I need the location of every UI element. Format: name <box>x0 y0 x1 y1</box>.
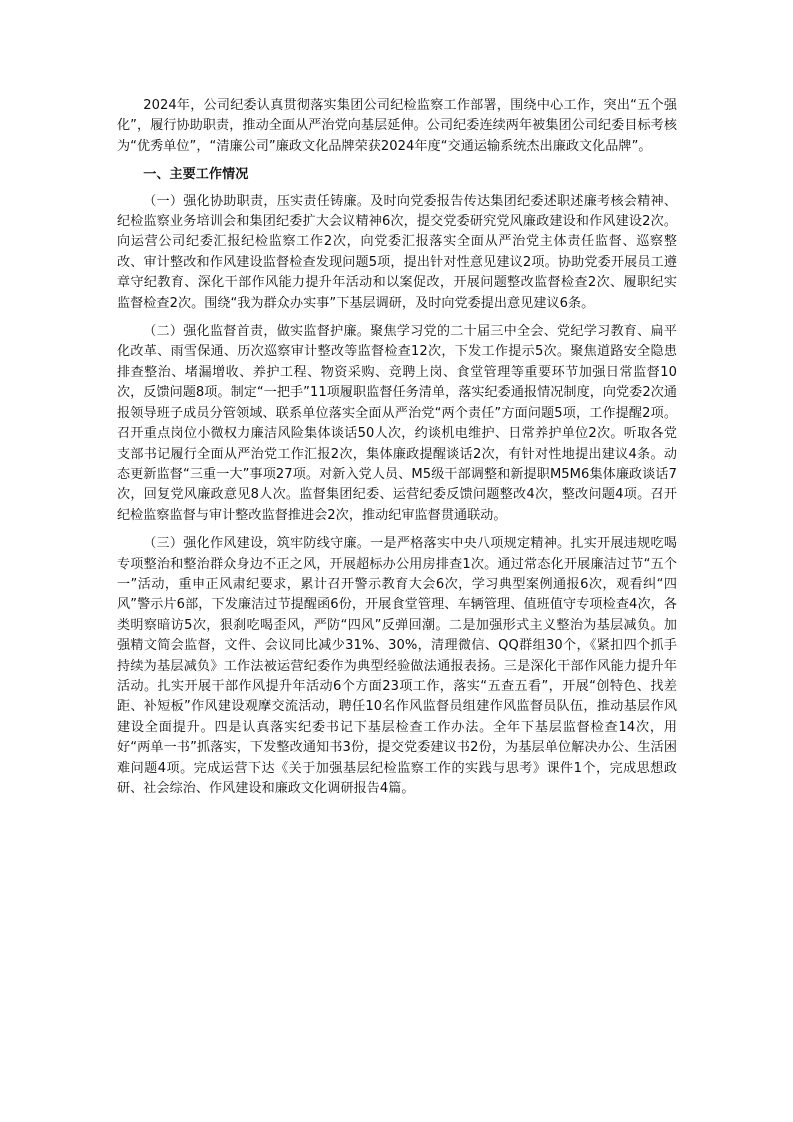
intro-paragraph: 2024年，公司纪委认真贯彻落实集团公司纪检监察工作部署，围绕中心工作，突出“五个强化”，履行协助职责，推动全面从严治党向基层延伸。公司纪委连续两年被集团公司纪委目标考核为“优秀单位”，“清廉公司”廉政文化品牌荣获2024年度“交通运输系统杰出廉政文化品牌”。 <box>117 98 677 154</box>
body-paragraph-2: （二）强化监督首责，做实监督护廉。聚焦学习党的二十届三中全会、党纪学习教育、扁平化改革、雨雪保通、历次巡察审计整改等监督检查12次，下发工作提示5次。聚焦道路安全隐患排查整治、堵漏增收、养护工程、物资采购、竞聘上岗、食堂管理等重要环节加强日常监督10次，反馈问题8项。制定“一把手”11项履职监督任务清单，落实纪委通报情况制度，向党委2次通报领导班子成员分管领域、联系单位落实全面从严治党“两个责任”方面问题5项，工作提醒2项。召开重点岗位小微权力廉洁风险集体谈话50人次，约谈机电维护、日常养护单位2次。听取各党支部书记履行全面从严治党工作汇报2次，集体廉政提醒谈话2次，有针对性地提出建议4条。动态更新监督“三重一大”事项27项。对新入党人员、M5级干部调整和新提职M5M6集体廉政谈话7次，回复党风廉政意见8人次。监督集团纪委、运营纪委反馈问题整改4次，整改问题4项。召开纪检监察监督与审计整改监督推进会2次，推动纪审监督贯通联动。 <box>117 324 677 523</box>
body-paragraph-1: （一）强化协助职责，压实责任铸廉。及时向党委报告传达集团纪委述职述廉考核会精神、纪检监察业务培训会和集团纪委扩大会议精神6次，提交党委研究党风廉政建设和作风建设2次。向运营公司纪委汇报纪检监察工作2次，向党委汇报落实全面从严治党主体责任监督、巡察整改、审计整改和作风建设监督检查发现问题5项，提出针对性意见建议2项。协助党委开展员工遵章守纪教育、深化干部作风能力提升年活动和以案促改，开展问题整改监督检查2次、履职纪实监督检查2次。围绕“我为群众办实事”下基层调研，及时向党委提出意见建议6条。 <box>117 193 677 311</box>
section-heading: 一、主要工作情况 <box>143 167 249 183</box>
body-paragraph-3: （三）强化作风建设，筑牢防线守廉。一是严格落实中央八项规定精神。扎实开展违规吃喝专项整治和整治群众身边不正之风，开展超标办公用房排查1次。通过常态化开展廉洁过节“五个一”活动，重申正风肃纪要求，累计召开警示教育大会6次，学习典型案例通报6次，观看纠“四风”警示片6部，下发廉洁过节提醒函6份，开展食堂管理、车辆管理、值班值守专项检查4次，各类明察暗访5次，狠刹吃喝歪风，严防“四风”反弹回潮。二是加强形式主义整治为基层减负。加强精文简会监督，文件、会议同比减少31%、30%，清理微信、QQ群组30个，《紧扣四个抓手 持续为基层减负》工作法被运营纪委作为典型经验做法通报表扬。三是深化干部作风能力提升年活动。扎实开展干部作风提升年活动6个方面23项工作，落实“五查五看”，开展“创特色、找差距、补短板”作风建设观摩交流活动，聘任10名作风监督员组建作风监督员队伍，推动基层作风建设全面提升。四是认真落实纪委书记下基层检查工作办法。全年下基层监督检查14次，用好“两单一书”抓落实，下发整改通知书3份，提交党委建议书2份，为基层单位解决办公、生活困难问题4项。完成运营下达《关于加强基层纪检监察工作的实践与思考》课件1个，完成思想政研、社会综治、作风建设和廉政文化调研报告4篇。 <box>117 536 677 796</box>
document-page <box>117 96 677 807</box>
